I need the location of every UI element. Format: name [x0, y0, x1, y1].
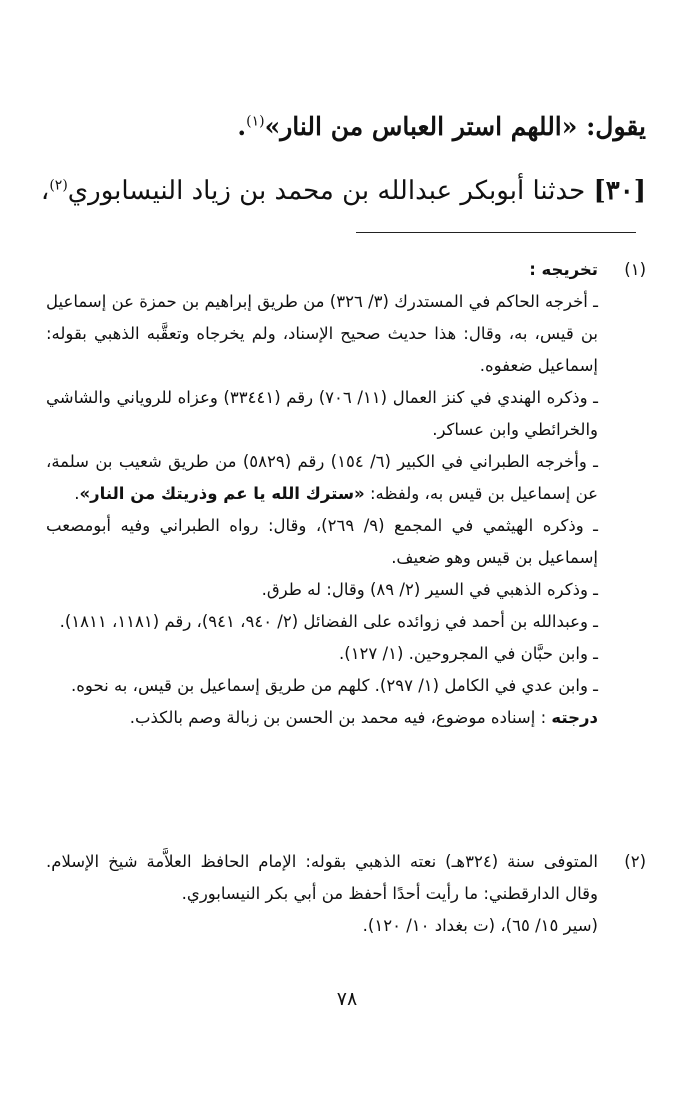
- footnote-2-text: المتوفى سنة (٣٢٤هـ) نعته الذهبي بقوله: الإمام الحافظ العلاَّمة شيخ الإسلام. وقال الدارقطني: ما رأيت أحدًا أحفظ من أبي بكر النيسابوري.: [46, 852, 598, 903]
- footnote-ref-2[interactable]: (٢): [49, 177, 68, 194]
- footnote-separator: [356, 232, 636, 233]
- footnote-2: [46, 846, 646, 942]
- hadith-quote: «سترك الله يا عم وذريتك من النار»: [79, 484, 365, 503]
- footnote-1-body: [46, 286, 646, 734]
- grade-line: [46, 702, 598, 734]
- footnote-entry: ـ وعبدالله بن أحمد في زوائده على الفضائل (٢/ ٩٤٠، ٩٤١)، رقم (١١٨١، ١٨١١).: [59, 612, 598, 631]
- footnote-entry: ـ وذكره الهندي في كنز العمال (١١/ ٧٠٦) رقم (٣٣٤٤١) وعزاه للروياني والشاشي والخرائطي وابن عساكر.: [46, 388, 599, 439]
- footnote-entry: [46, 446, 598, 510]
- footnote-2-refs: (سير ١٥/ ٦٥)، (ت بغداد ١٠/ ١٢٠).: [362, 916, 598, 935]
- footnote-entry: ـ أخرجه الحاكم في المستدرك (٣/ ٣٢٦) من طريق إبراهيم بن حمزة عن إسماعيل بن قيس، به، وقال: هذا حديث صحيح الإسناد، ولم يخرجاه وتعقَّبه الذهبي بقوله: إسماعيل ضعفوه.: [46, 292, 598, 375]
- narration-text: حدثنا أبوبكر عبدالله بن محمد بن زياد النيسابوري: [67, 176, 586, 206]
- grade-label: درجته: [551, 708, 598, 727]
- footnote-1-heading: تخريجه :: [529, 260, 598, 279]
- footnote-ref-1[interactable]: (١): [246, 113, 265, 130]
- footnote-1-heading-row: [46, 254, 646, 286]
- quote-text: يقول: «اللهم استر العباس من النار»: [264, 112, 646, 141]
- page-number: ٧٨: [336, 988, 358, 1010]
- quote-line: [46, 112, 646, 141]
- footnote-1-marker: (١): [624, 260, 646, 279]
- narration-line: [40, 176, 646, 206]
- footnote-entry: ـ وذكره الذهبي في السير (٢/ ٨٩) وقال: له طرق.: [261, 580, 598, 599]
- entry-end: .: [74, 484, 80, 503]
- footnote-2-marker: (٢): [624, 852, 646, 871]
- footnote-entry: ـ وذكره الهيثمي في المجمع (٩/ ٢٦٩)، وقال: رواه الطبراني وفيه أبومصعب إسماعيل بن قيس وهو ضعيف.: [46, 516, 598, 567]
- narration-end: ،: [40, 176, 50, 206]
- quote-end: .: [237, 112, 247, 141]
- footnote-1: [46, 254, 646, 734]
- grade-text: : إسناده موضوع، فيه محمد بن الحسن بن زبالة وصم بالكذب.: [129, 708, 547, 727]
- footnote-2-body: [46, 846, 646, 942]
- footnote-entry: ـ وابن عدي في الكامل (١/ ٢٩٧). كلهم من طريق إسماعيل بن قيس، به نحوه.: [71, 676, 598, 695]
- footnote-entry-text: ـ وأخرجه الطبراني في الكبير (٦/ ١٥٤) رقم (٥٨٢٩) من طريق شعيب بن سلمة، عن إسماعيل بن قيس به، ولفظه:: [46, 452, 598, 503]
- footnote-entry: ـ وابن حبَّان في المجروحين. (١/ ١٢٧).: [339, 644, 598, 663]
- narration-number: [٣٠]: [593, 176, 646, 206]
